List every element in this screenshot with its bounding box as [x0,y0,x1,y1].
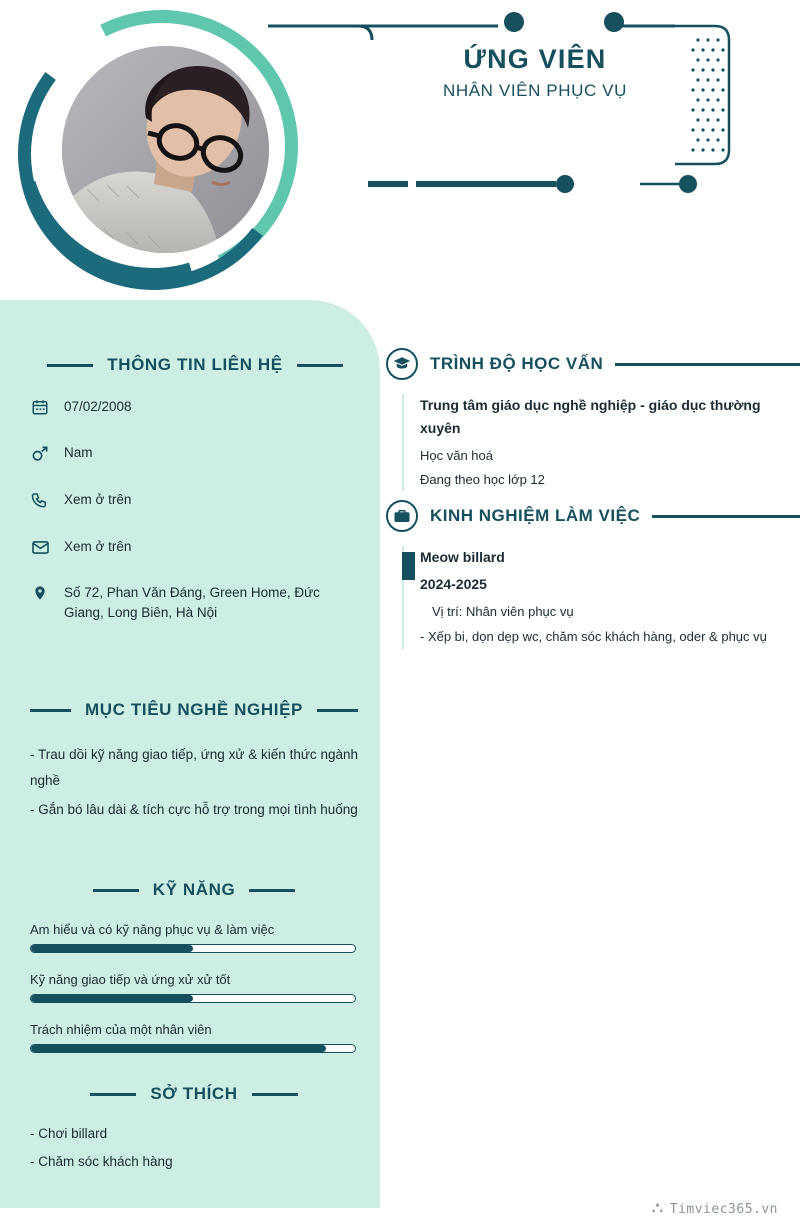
list-item [30,397,360,417]
education-title: TRÌNH ĐỘ HỌC VẤN [430,354,604,373]
list-item [30,443,360,464]
major: Học văn hoá [420,448,493,464]
job-duties: - Xếp bi, dọn dẹp wc, chăm sóc khách hàng, oder & phục vụ [420,628,767,644]
list-item [30,1022,358,1053]
skill-bar [30,994,356,1003]
education-body [402,394,800,491]
school-name: Trung tâm giáo dục nghề nghiệp - giáo dục thường xuyên [420,397,761,437]
objective-line: - Trau dồi kỹ năng giao tiếp, ứng xử & kiến thức ngành nghề [30,747,358,789]
graduation-cap-icon [386,348,418,380]
brand-text: Timviec365.vn [669,1202,778,1217]
experience-section [380,500,800,649]
experience-marker [402,552,415,580]
divider-right [317,709,358,712]
employment-period: 2024-2025 [420,576,487,593]
objective-line: - Gắn bó lâu dài & tích cực hỗ trợ trong mọi tình huống [30,801,358,817]
job-role: Vị trí: Nhân viên phục vụ [432,604,574,620]
contact-section [30,355,360,649]
hobbies-section [30,1084,358,1182]
candidate-position: NHÂN VIÊN PHỤC VỤ [442,81,627,100]
objective-body [30,742,358,823]
email-icon [30,537,50,557]
skill-bar [30,944,356,953]
gender-value: Nam [64,445,93,461]
divider-left [30,709,71,712]
skill-label: Trách nhiệm của một nhân viên [30,1022,212,1037]
skill-bar-fill [31,1045,326,1052]
skills-heading [30,880,358,900]
hobbies-list [30,1126,358,1169]
footer-brand [651,1201,778,1218]
avatar [58,42,273,257]
resume-header [0,0,800,300]
location-icon [30,583,50,602]
contact-list [30,397,360,623]
skill-bar-fill [31,995,193,1002]
contact-title: THÔNG TIN LIÊN HỆ [107,355,283,374]
briefcase-icon [386,500,418,532]
candidate-name: ỨNG VIÊN [463,44,607,74]
divider [615,363,800,366]
divider-left [90,1093,136,1096]
contact-heading [30,355,360,375]
skills-title: KỸ NĂNG [152,880,236,899]
phone-value: Xem ở trên [64,492,132,508]
education-section [380,348,800,491]
name-block [300,44,770,101]
divider [652,515,800,518]
main-content [380,300,800,1208]
address-value: Số 72, Phan Văn Đáng, Green Home, Đức Giang, Long Biên, Hà Nội [64,584,320,620]
calendar-icon [30,397,50,416]
left-sidebar [0,300,380,1208]
list-item [30,537,360,557]
skill-bar-fill [31,945,193,952]
list-item: - Chơi billard [30,1126,108,1141]
skill-label: Kỹ năng giao tiếp và ứng xử xử tốt [30,972,231,987]
avatar-frame [18,10,298,290]
list-item [30,583,360,624]
education-heading [386,348,800,380]
logo-icon [651,1201,664,1218]
skills-section [30,880,358,1072]
gender-icon [30,443,50,464]
objective-section [30,700,358,825]
divider-right [297,364,343,367]
email-value: Xem ở trên [64,538,132,554]
skill-label: Am hiểu và có kỹ năng phục vụ & làm việc [30,922,275,937]
company-name: Meow billard [420,549,505,565]
skills-list [30,922,358,1053]
list-item [30,922,358,953]
skill-bar [30,1044,356,1053]
education-status: Đang theo học lớp 12 [420,471,545,487]
objective-heading [30,700,358,720]
experience-heading [386,500,800,532]
list-item [30,972,358,1003]
divider-right [252,1093,298,1096]
list-item [30,490,360,510]
phone-icon [30,490,50,509]
divider-right [249,889,295,892]
hobbies-heading [30,1084,358,1104]
hobbies-title: SỞ THÍCH [150,1084,238,1103]
birthdate-value: 07/02/2008 [64,399,132,414]
objective-title: MỤC TIÊU NGHỀ NGHIỆP [85,700,303,719]
divider-left [93,889,139,892]
experience-title: KINH NGHIỆM LÀM VIỆC [430,506,641,525]
divider-left [47,364,93,367]
experience-body [402,546,800,649]
list-item: - Chăm sóc khách hàng [30,1154,173,1169]
